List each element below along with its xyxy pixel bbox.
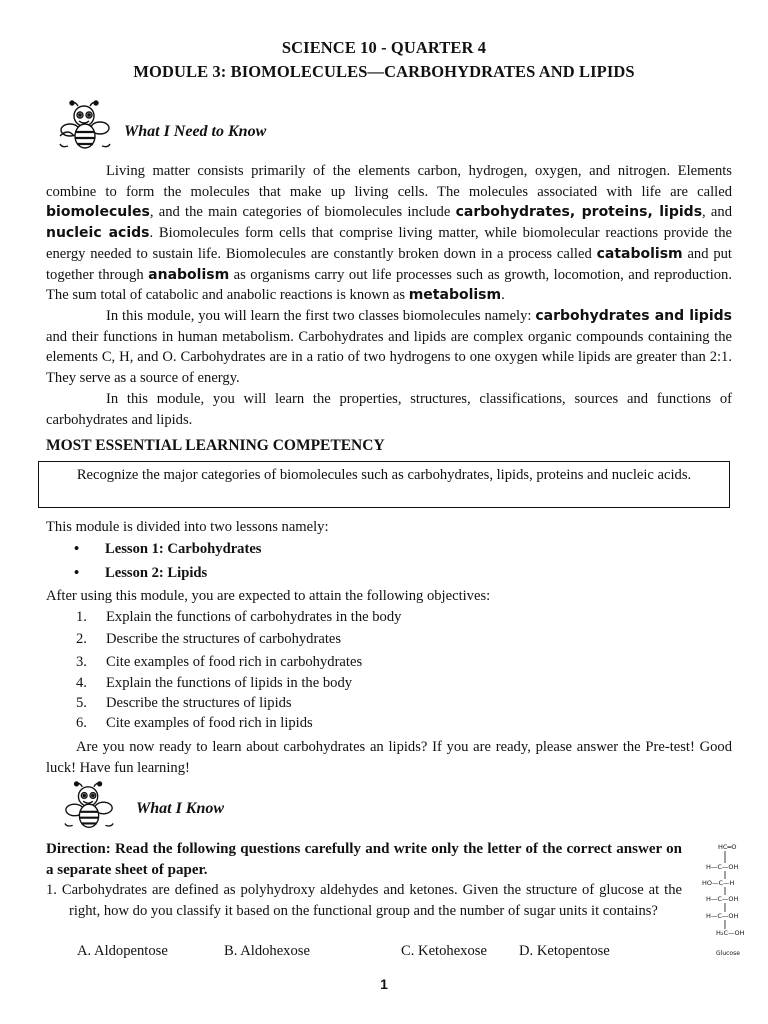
objective-text: Explain the functions of lipids in the body	[106, 675, 353, 691]
competency-box	[38, 461, 730, 508]
choice-a: A. Aldopentose	[77, 943, 168, 959]
choice-b: B. Aldohexose	[224, 943, 310, 959]
section-title-what-i-need-to-know: What I Need to Know	[124, 123, 267, 140]
glucose-top: HC═O	[718, 843, 737, 851]
glucose-row: H—C—OH	[706, 895, 739, 903]
quiz-direction: Direction: Read the following questions carefully and write only the letter of the correct answer on a separate sheet of paper.	[46, 841, 682, 878]
objective-number: 1.	[76, 609, 87, 625]
choice-c: C. Ketohexose	[401, 943, 487, 959]
objective-item	[76, 695, 292, 712]
section-title-what-i-know: What I Know	[136, 800, 225, 817]
objective-number: 5.	[76, 695, 87, 711]
bullet-icon: •	[74, 541, 80, 557]
term-catabolism: catabolism	[596, 245, 683, 262]
bee-mascot-icon	[58, 100, 114, 156]
bee-mascot-icon	[62, 781, 118, 835]
objectives-intro: After using this module, you are expected to attain the following objectives:	[46, 588, 491, 604]
objective-item	[76, 654, 362, 671]
intro-text: .	[501, 287, 505, 304]
term-categories: carbohydrates, proteins, lipids	[455, 204, 703, 221]
question-1	[46, 880, 682, 922]
glucose-caption: Glucose	[716, 950, 740, 957]
glucose-row: H—C—OH	[706, 863, 739, 871]
intro-text: Living matter consists primarily of the elements carbon, hydrogen, oxygen, and nitrogen. Elements combine to form the molecules that make up living cells. The molecules associated with life are called	[46, 163, 732, 200]
intro-text: . Biomolecules form cells that comprise living matter, while biomolecular reactions provide the energy needed to sustain life. Biomolecules are constantly broken down in a process called	[46, 225, 732, 262]
intro-text: In this module, you will learn the properties, structures, classifications, sources and functions of carbohydrates and lipids.	[46, 391, 732, 428]
objective-number: 6.	[76, 715, 87, 731]
glucose-structure-diagram	[696, 838, 760, 966]
intro-text: , and	[702, 204, 732, 221]
objective-number: 3.	[76, 654, 87, 670]
objective-item	[76, 609, 401, 626]
objective-text: Describe the structures of carbohydrates	[106, 631, 342, 647]
objective-item	[76, 675, 352, 692]
competency-heading: MOST ESSENTIAL LEARNING COMPETENCY	[46, 437, 385, 454]
page-number: 1	[380, 976, 388, 992]
term-biomolecules: biomolecules	[46, 204, 150, 221]
intro-text: and put together through	[46, 245, 732, 283]
objective-number: 4.	[76, 675, 87, 691]
glucose-row: HO—C—H	[702, 879, 735, 887]
lesson-label: Lesson 1: Carbohydrates	[105, 541, 262, 557]
objective-number: 2.	[76, 631, 87, 647]
bullet-icon: •	[74, 565, 80, 581]
term-metabolism: metabolism	[408, 287, 502, 304]
module-title: MODULE 3: BIOMOLECULES—CARBOHYDRATES AND LIPIDS	[133, 62, 635, 81]
intro-text: , and the main categories of biomolecules include	[149, 204, 456, 221]
intro-text: In this module, you will learn the first two classes biomolecules namely:	[106, 308, 536, 324]
intro-text: as organisms carry out life processes such as growth, locomotion, and reproduction. The sum total of catabolic and anabolic reactions is known as	[46, 266, 732, 304]
competency-text: Recognize the major categories of biomolecules such as carbohydrates, lipids, proteins and nucleic acids.	[76, 467, 692, 483]
objective-text: Describe the structures of lipids	[106, 695, 292, 711]
question-text: 1. Carbohydrates are defined as polyhydroxy aldehydes and ketones. Given the structure of glucose at the right, how do you classify it based on the functional group and the number of sugar units it contains?	[46, 882, 682, 919]
glucose-bottom: H₂C—OH	[716, 929, 745, 937]
objective-text: Cite examples of food rich in carbohydrates	[106, 654, 363, 670]
intro-paragraph-3	[46, 389, 732, 430]
intro-paragraph-2	[46, 306, 732, 389]
objective-item	[76, 715, 313, 732]
choice-d: D. Ketopentose	[519, 943, 610, 959]
term-anabolism: anabolism	[148, 266, 230, 283]
objectives-closing	[46, 737, 732, 778]
term-carbs-lipids: carbohydrates and lipids	[535, 308, 732, 324]
objective-text: Cite examples of food rich in lipids	[106, 715, 313, 731]
lessons-intro: This module is divided into two lessons namely:	[46, 519, 329, 535]
closing-text: Are you now ready to learn about carbohydrates an lipids? If you are ready, please answer the Pre-test! Good luck! Have fun learning!	[46, 739, 732, 776]
objective-text: Explain the functions of carbohydrates in the body	[106, 609, 402, 625]
lesson-label: Lesson 2: Lipids	[105, 565, 208, 581]
objective-item	[76, 631, 341, 648]
page-title: SCIENCE 10 - QUARTER 4	[281, 38, 487, 57]
term-nucleic-acids: nucleic acids	[46, 225, 150, 242]
intro-text: and their functions in human metabolism. Carbohydrates and lipids are complex organic compounds containing the elements C, H, and O. Carbohydrates are in a ratio of two hydrogens to one oxygen while lipids are greater than 2:1. They serve as a source of energy.	[46, 328, 732, 387]
intro-paragraph-1	[46, 161, 732, 306]
glucose-row: H—C—OH	[706, 912, 739, 920]
